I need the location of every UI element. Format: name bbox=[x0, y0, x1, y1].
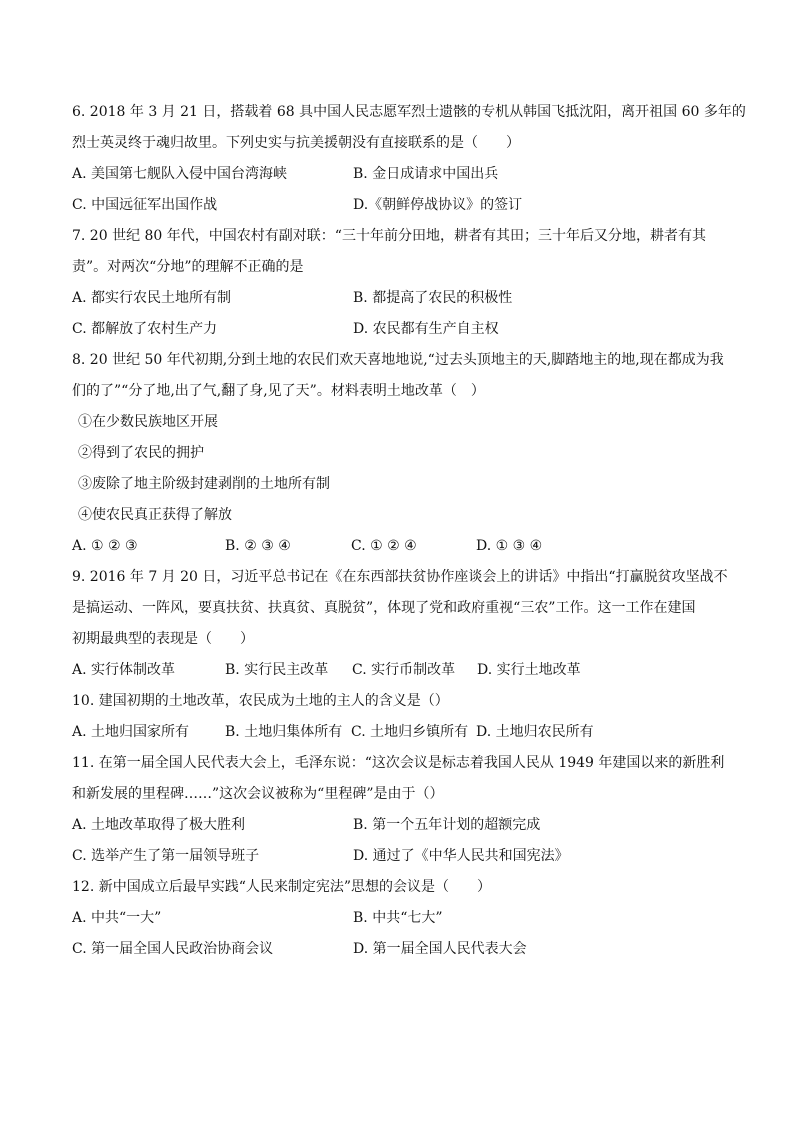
question-12 bbox=[72, 872, 722, 965]
option-b: B. 实行民主改革 bbox=[225, 662, 329, 678]
option-row bbox=[72, 314, 722, 345]
option-row bbox=[72, 841, 722, 872]
option-a: A. 土地归国家所有 bbox=[72, 724, 190, 740]
question-text: 12. 新中国成立后最早实践“人民来制定宪法”思想的会议是（ ） bbox=[72, 879, 492, 895]
statement-1: ①在少数民族地区开展 bbox=[78, 414, 218, 430]
option-d: D.《朝鲜停战协议》的签订 bbox=[353, 197, 523, 213]
option-d: D. 第一届全国人民代表大会 bbox=[353, 941, 527, 957]
question-text: 8. 20 世纪 50 年代初期,分到土地的农民们欢天喜地地说,“过去头顶地主的天,脚踏地主的地,现在都成为我 bbox=[72, 352, 724, 368]
question-text: 责”。对两次“分地”的理解不正确的是 bbox=[72, 259, 304, 275]
statement-2: ②得到了农民的拥护 bbox=[78, 445, 204, 461]
option-b: B. 中共“七大” bbox=[353, 910, 443, 926]
question-11 bbox=[72, 748, 725, 872]
question-7 bbox=[72, 221, 722, 345]
question-text: 10. 建国初期的土地改革，农民成为土地的主人的含义是（） bbox=[72, 693, 449, 709]
option-row bbox=[72, 283, 722, 314]
option-a: A. 土地改革取得了极大胜利 bbox=[72, 817, 246, 833]
question-8 bbox=[72, 345, 722, 562]
question-9 bbox=[72, 562, 728, 686]
question-text: 和新发展的里程碑……”这次会议被称为“里程碑”是由于（） bbox=[72, 786, 444, 802]
option-a: A. 实行体制改革 bbox=[72, 662, 176, 678]
option-b: B. 土地归集体所有 bbox=[225, 724, 343, 740]
option-row bbox=[72, 655, 722, 686]
question-text: 7. 20 世纪 80 年代，中国农村有副对联：“三十年前分田地，耕者有其田；三十年后又分地，耕者有其 bbox=[72, 228, 706, 244]
option-a: A. 都实行农民土地所有制 bbox=[72, 290, 232, 306]
question-sheet bbox=[72, 97, 746, 965]
option-b: B. ② ③ ④ bbox=[225, 538, 291, 554]
option-d: D. 土地归农民所有 bbox=[476, 724, 594, 740]
question-text: 初期最典型的表现是（ ） bbox=[72, 631, 254, 647]
question-text: 6. 2018 年 3 月 21 日，搭载着 68 具中国人民志愿军烈士遗骸的专机从韩国飞抵沈阳，离开祖国 60 多年的 bbox=[72, 104, 746, 120]
question-6 bbox=[72, 97, 746, 221]
option-row bbox=[72, 190, 722, 221]
question-text: 们的了”“分了地,出了气,翻了身,见了天”。材料表明土地改革（ ） bbox=[72, 383, 485, 399]
question-text: 烈士英灵终于魂归故里。下列史实与抗美援朝没有直接联系的是（ ） bbox=[72, 135, 520, 151]
option-row bbox=[72, 934, 722, 965]
option-a: A. 中共“一大” bbox=[72, 910, 162, 926]
question-text: 9. 2016 年 7 月 20 日，习近平总书记在《在东西部扶贫协作座谈会上的讲话》中指出“打赢脱贫攻坚战不 bbox=[72, 569, 728, 585]
option-a: A. ① ② ③ bbox=[72, 538, 138, 554]
option-d: D. 农民都有生产自主权 bbox=[353, 321, 499, 337]
option-d: D. 实行土地改革 bbox=[477, 662, 581, 678]
option-c: C. 实行币制改革 bbox=[352, 662, 456, 678]
option-c: C. 选举产生了第一届领导班子 bbox=[72, 848, 260, 864]
option-row bbox=[72, 903, 722, 934]
option-b: B. 第一个五年计划的超额完成 bbox=[353, 817, 541, 833]
statement-3: ③废除了地主阶级封建剥削的土地所有制 bbox=[78, 476, 330, 492]
option-b: B. 都提高了农民的积极性 bbox=[353, 290, 513, 306]
option-c: C. 都解放了农村生产力 bbox=[72, 321, 218, 337]
question-text: 11. 在第一届全国人民代表大会上，毛泽东说：“这次会议是标志着我国人民从 1949 年建国以来的新胜利 bbox=[72, 755, 725, 771]
option-c: C. 第一届全国人民政治协商会议 bbox=[72, 941, 274, 957]
question-10 bbox=[72, 686, 722, 748]
option-c: C. 土地归乡镇所有 bbox=[351, 724, 469, 740]
statement-4: ④使农民真正获得了解放 bbox=[78, 507, 232, 523]
question-text: 是搞运动、一阵风，要真扶贫、扶真贫、真脱贫”，体现了党和政府重视“三农”工作。这一工作在建国 bbox=[72, 600, 696, 616]
option-d: D. ① ③ ④ bbox=[476, 538, 543, 554]
option-c: C. ① ② ④ bbox=[351, 538, 417, 554]
option-a: A. 美国第七舰队入侵中国台湾海峡 bbox=[72, 166, 288, 182]
option-row bbox=[72, 717, 722, 748]
option-d: D. 通过了《中华人民共和国宪法》 bbox=[353, 848, 569, 864]
option-row bbox=[72, 159, 722, 190]
option-row bbox=[72, 531, 722, 562]
option-b: B. 金日成请求中国出兵 bbox=[353, 166, 499, 182]
option-c: C. 中国远征军出国作战 bbox=[72, 197, 218, 213]
option-row bbox=[72, 810, 722, 841]
